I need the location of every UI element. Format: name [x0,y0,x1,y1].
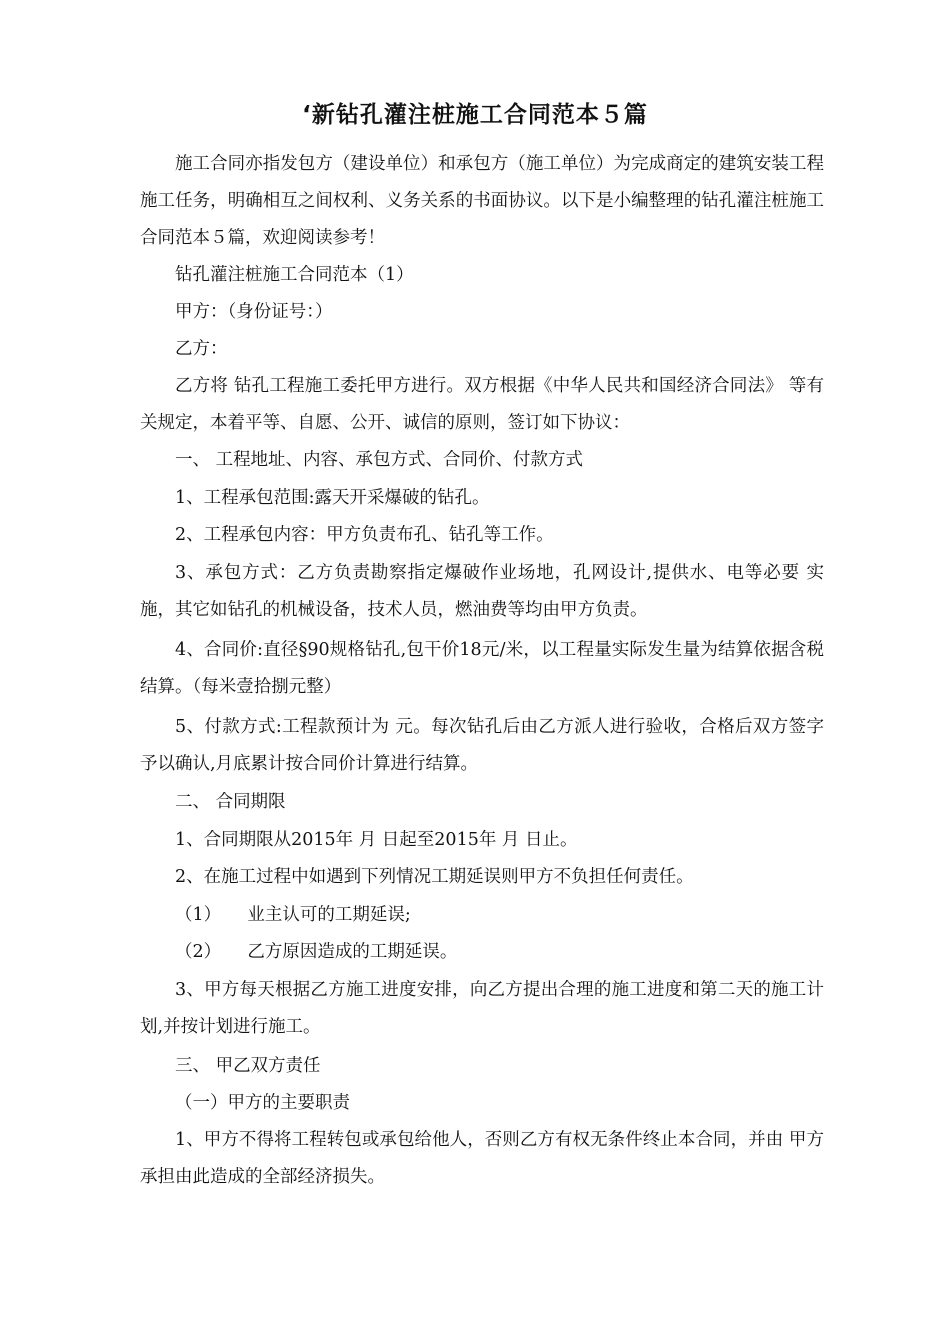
section-heading-contract-1: 钻孔灌注桩施工合同范本（1） [175,265,414,285]
clause-2-2-item-2: （2） 乙方原因造成的工期延误。 [175,942,458,962]
clause-1-2: 2、工程承包内容：甲方负责布孔、钻孔等工作。 [175,525,554,545]
agreement-paragraph: 乙方将 钻孔工程施工委托甲方进行。双方根据《中华人民共和国经济合同法》 等有关规定，本着平等、自愿、公开、诚信的原则，签订如下协议： [140,376,824,433]
section-heading-2: 二、 合同期限 [175,792,286,812]
clause-2-2-item-1: （1） 业主认可的工期延误; [175,905,411,925]
section-heading-1: 一、 工程地址、内容、承包方式、合同价、付款方式 [175,450,584,470]
clause-1-4: 4、合同价:直径§90规格钻孔,包干价18元/米，以工程量实际发生量为结算依据含税结算。（每米壹拾捌元整） [140,640,824,697]
section-heading-3: 三、 甲乙双方责任 [175,1056,321,1076]
clause-1-1: 1、工程承包范围:露天开采爆破的钻孔。 [175,488,490,508]
intro-paragraph: 施工合同亦指发包方（建设单位）和承包方（施工单位）为完成商定的建筑安装工程施工任务，明确相互之间权利、义务关系的书面协议。以下是小编整理的钻孔灌注桩施工合同范本５篇，欢迎阅读参考！ [140,154,824,248]
clause-2-2: 2、在施工过程中如遇到下列情况工期延误则甲方不负担任何责任。 [175,867,694,887]
clause-2-3: 3、甲方每天根据乙方施工进度安排，向乙方提出合理的施工进度和第二天的施工计划,并按计划进行施工。 [140,980,824,1037]
clause-2-1: 1、合同期限从2015年 月 日起至2015年 月 日止。 [175,830,578,850]
party-a-line: 甲方：（身份证号：） [175,302,333,322]
document-title: ‘新钻孔灌注桩施工合同范本５篇 [302,102,648,128]
clause-1-3: 3、承包方式：乙方负责勘察指定爆破作业场地，孔网设计,提供水、电等必要 实施，其它如钻孔的机械设备，技术人员，燃油费等均由甲方负责。 [140,563,824,620]
clause-1-5: 5、付款方式:工程款预计为 元。每次钻孔后由乙方派人进行验收，合格后双方签字予以确认,月底累计按合同价计算进行结算。 [140,717,824,774]
subsection-heading-3-1: （一）甲方的主要职责 [175,1093,350,1113]
party-b-line: 乙方： [175,339,228,359]
clause-3-1-1: 1、甲方不得将工程转包或承包给他人，否则乙方有权无条件终止本合同，并由 甲方承担由此造成的全部经济损失。 [140,1130,824,1187]
